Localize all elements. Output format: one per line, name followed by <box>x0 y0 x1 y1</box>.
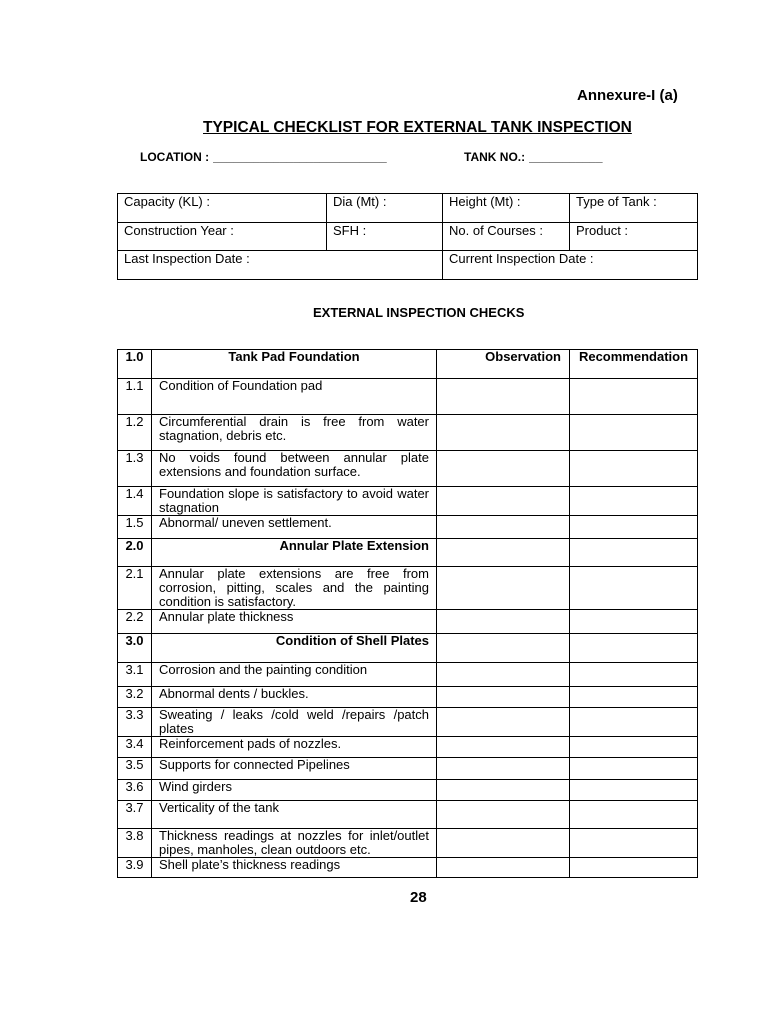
location-line <box>140 150 387 164</box>
check-number: 3.1 <box>118 663 152 687</box>
observation-cell <box>437 687 570 708</box>
check-row <box>118 487 698 516</box>
recommendation-cell <box>570 780 698 801</box>
check-row <box>118 610 698 634</box>
observation-cell <box>437 663 570 687</box>
observation-cell <box>437 708 570 737</box>
page-title: TYPICAL CHECKLIST FOR EXTERNAL TANK INSPECTION <box>203 119 632 136</box>
recommendation-cell <box>570 687 698 708</box>
check-number: 1.2 <box>118 415 152 451</box>
check-row <box>118 379 698 415</box>
location-label: LOCATION : <box>140 150 210 164</box>
annexure-label: Annexure-I (a) <box>577 87 678 104</box>
check-row <box>118 858 698 878</box>
check-description: Annular plate thickness <box>152 610 437 634</box>
section-number: 3.0 <box>118 634 152 663</box>
check-number: 1.1 <box>118 379 152 415</box>
check-row <box>118 516 698 539</box>
section-row <box>118 634 698 663</box>
recommendation-cell <box>570 539 698 567</box>
check-number: 1.3 <box>118 451 152 487</box>
check-description: Foundation slope is satisfactory to avoid water stagnation <box>152 487 437 516</box>
check-description: Sweating / leaks /cold weld /repairs /patch plates <box>152 708 437 737</box>
recommendation-header: Recommendation <box>570 350 698 379</box>
observation-cell <box>437 829 570 858</box>
check-row <box>118 829 698 858</box>
check-description: No voids found between annular plate extensions and foundation surface. <box>152 451 437 487</box>
check-description: Circumferential drain is free from water stagnation, debris etc. <box>152 415 437 451</box>
section-title: Condition of Shell Plates <box>152 634 437 663</box>
section-number: 1.0 <box>118 350 152 379</box>
check-description: Abnormal dents / buckles. <box>152 687 437 708</box>
check-row <box>118 708 698 737</box>
check-row <box>118 663 698 687</box>
recommendation-cell <box>570 487 698 516</box>
capacity-field: Capacity (KL) : <box>118 194 327 223</box>
product-field: Product : <box>570 223 698 251</box>
height-field: Height (Mt) : <box>443 194 570 223</box>
check-number: 1.4 <box>118 487 152 516</box>
check-number: 3.9 <box>118 858 152 878</box>
recommendation-cell <box>570 634 698 663</box>
recommendation-cell <box>570 758 698 780</box>
observation-cell <box>437 801 570 829</box>
section-title: Tank Pad Foundation <box>152 350 437 379</box>
check-description: Corrosion and the painting condition <box>152 663 437 687</box>
check-number: 2.1 <box>118 567 152 610</box>
tank-details-row <box>118 194 698 223</box>
check-description: Reinforcement pads of nozzles. <box>152 737 437 758</box>
type-of-tank-field: Type of Tank : <box>570 194 698 223</box>
section-row <box>118 539 698 567</box>
observation-header: Observation <box>437 350 570 379</box>
check-description: Shell plate’s thickness readings <box>152 858 437 878</box>
section-number: 2.0 <box>118 539 152 567</box>
recommendation-cell <box>570 516 698 539</box>
check-description: Verticality of the tank <box>152 801 437 829</box>
check-row <box>118 415 698 451</box>
observation-cell <box>437 634 570 663</box>
check-number: 3.3 <box>118 708 152 737</box>
tank-no-label: TANK NO.: <box>464 150 526 164</box>
tank-details-table <box>117 193 698 280</box>
last-inspection-date-field: Last Inspection Date : <box>118 251 443 280</box>
recommendation-cell <box>570 708 698 737</box>
page-number: 28 <box>410 889 427 906</box>
check-number: 3.5 <box>118 758 152 780</box>
check-row <box>118 780 698 801</box>
recommendation-cell <box>570 737 698 758</box>
construction-year-field: Construction Year : <box>118 223 327 251</box>
check-description: Annular plate extensions are free from corrosion, pitting, scales and the painting condition is satisfactory. <box>152 567 437 610</box>
recommendation-cell <box>570 829 698 858</box>
recommendation-cell <box>570 610 698 634</box>
check-row <box>118 451 698 487</box>
check-number: 3.2 <box>118 687 152 708</box>
check-description: Condition of Foundation pad <box>152 379 437 415</box>
observation-cell <box>437 487 570 516</box>
check-row <box>118 737 698 758</box>
observation-cell <box>437 567 570 610</box>
observation-cell <box>437 539 570 567</box>
tank-no-line <box>464 150 603 164</box>
check-number: 3.8 <box>118 829 152 858</box>
no-of-courses-field: No. of Courses : <box>443 223 570 251</box>
check-row <box>118 758 698 780</box>
observation-cell <box>437 858 570 878</box>
check-row <box>118 801 698 829</box>
recommendation-cell <box>570 567 698 610</box>
observation-cell <box>437 737 570 758</box>
dia-field: Dia (Mt) : <box>327 194 443 223</box>
check-description: Supports for connected Pipelines <box>152 758 437 780</box>
check-number: 1.5 <box>118 516 152 539</box>
observation-cell <box>437 758 570 780</box>
check-row <box>118 687 698 708</box>
inspection-checks-table <box>117 349 698 878</box>
section-row <box>118 350 698 379</box>
observation-cell <box>437 610 570 634</box>
observation-cell <box>437 415 570 451</box>
tank-no-blank: ___________ <box>529 150 603 164</box>
check-description: Abnormal/ uneven settlement. <box>152 516 437 539</box>
observation-cell <box>437 379 570 415</box>
recommendation-cell <box>570 451 698 487</box>
observation-cell <box>437 451 570 487</box>
sfh-field: SFH : <box>327 223 443 251</box>
recommendation-cell <box>570 858 698 878</box>
recommendation-cell <box>570 663 698 687</box>
tank-details-row <box>118 223 698 251</box>
section-title: Annular Plate Extension <box>152 539 437 567</box>
check-number: 3.7 <box>118 801 152 829</box>
check-number: 3.4 <box>118 737 152 758</box>
location-blank: __________________________ <box>213 150 387 164</box>
current-inspection-date-field: Current Inspection Date : <box>443 251 698 280</box>
recommendation-cell <box>570 415 698 451</box>
observation-cell <box>437 780 570 801</box>
check-description: Wind girders <box>152 780 437 801</box>
recommendation-cell <box>570 379 698 415</box>
section-heading: EXTERNAL INSPECTION CHECKS <box>313 305 525 320</box>
tank-details-row <box>118 251 698 280</box>
check-number: 3.6 <box>118 780 152 801</box>
check-description: Thickness readings at nozzles for inlet/outlet pipes, manholes, clean outdoors etc. <box>152 829 437 858</box>
recommendation-cell <box>570 801 698 829</box>
check-row <box>118 567 698 610</box>
check-number: 2.2 <box>118 610 152 634</box>
observation-cell <box>437 516 570 539</box>
